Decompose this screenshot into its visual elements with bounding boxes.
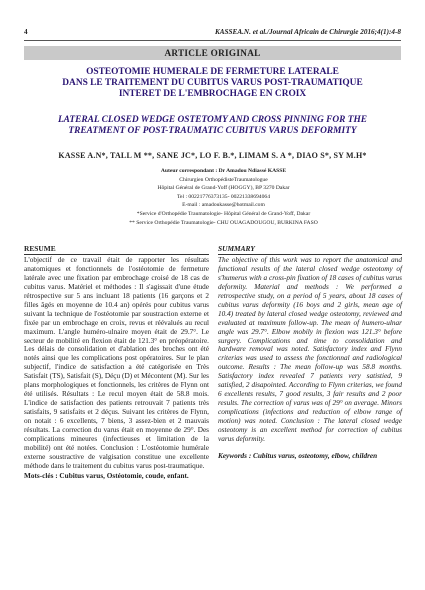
corresponding-author <box>92 167 355 176</box>
summary-keywords: Keywords : Cubitus varus, osteotomy, elbow, children <box>218 451 378 460</box>
article-type-banner: ARTICLE ORIGINAL <box>24 46 401 60</box>
resume-heading: RESUME <box>24 245 209 255</box>
resume-column <box>24 245 209 481</box>
french-title <box>24 67 401 100</box>
page-number: 4 <box>24 28 28 36</box>
resume-keywords: Mots-clés : Cubitus varus, Ostéotomie, coude, enfant. <box>24 471 189 480</box>
affiliation-line: *Service d'Orthopédie Traumatologie- Hôpital Général de Grand-Yoff, Dakar <box>136 210 311 217</box>
author-list: KASSE A.N*, TALL M **, SANE JC*, LO F. B.*, LIMAM S. A *, DIAO S*, SY M.H* <box>58 151 367 160</box>
running-head: KASSEA.N. et al./Journal Africain de Chirurgie 2016;4(1):4-8 <box>214 28 401 36</box>
english-title-line: LATERAL CLOSED WEDGE OSTETOMY AND CROSS PINNING FOR THE <box>57 115 368 125</box>
resume-text: L'objectif de ce travail était de rapporter les résultats anatomiques et fonctionnels de l'ostéotomie de fermeture latérale avec une fixation par embrochage croisé de 18 cas de cubitus varus. Matériel et méthodes : Il s'agissait d'une étude rétrospective sur 5 ans incluant 18 patients (16 garçons et 2 filles âgés en moyenne de 10.4 an) opérés pour cubitus varus suivant la technique de l'ostéotomie par soustraction externe et fixée par un embrochage en croix, revus et réévalués au recul maximum. L'angle huméro-ulnaire moyen était de 29.7°. Le secteur de mobilité en flexion était de 121.3° en préopératoire. Les délais de consolidation et d'ablation des broches ont été notés ainsi que les complications post opératoires. Sur le plan subjectif, l'indice de satisfaction a été catégorisée en Très Satisfait (TS), Satisfait (S), Déçu (D) et Mécontent (M). Sur les plans morphologiques et fonctionnels, les critères de Flynn ont été utilisés. Résultats : Le recul moyen était de 58.8 mois. L'indice de satisfaction des patients retrouvait 7 patients très satisfaits, 9 satisfaits et 2 déçus. Suivant les critères de Flynn, on notait : 6 excellents, 7 biens, 3 assez-bien et 2 mauvais résultats. La correction du varus était en moyenne de 29°. Des complications mineures (infectieuses et limitation de la mobilité) ont été notées. Conclusion : L'ostéotomie humérale externe soustractive de valgisation constitue une excellente méthode dans le traitement du cubitus varus post-traumatique. <box>24 255 209 470</box>
summary-heading: SUMMARY <box>218 245 402 255</box>
summary-text: The objective of this work was to report the anatomical and functional results of the lateral closed wedge osteotomy of s'humerus with a cross-pin fixation of 18 cases of cubitus varus deformity. Material and methods : We performed a retrospective study, on a period of 5 years, about 18 cases of cubitus varus deformity (16 boys and 2 girls, mean age of 10.4) treated by lateral closed wedge osteotomy, reviewed and evaluated at maximum follow-up. The mean of humero-ulnar angle was 29.7°. Elbow mobily in flexion was 121.3° before surgery. Complications and time to consolidation and hardware removal was noted. Satisfactory index and Flynn criterias was used to assess the fonctionnal and radiological outcome. Results : The mean follow-up was 58.8 months. Satisfactory index revealed 7 patients very satistied, 9 satisfied, 2 disapointed. According to Flynn criterias, we found 6 excellents results, 7 good results, 3 fair results and 2 poor results. The correction of varus was of 29° on average. Minors complications (infections and reduction of elbow range of motion) was noted. Conclusion : The lateral closed wedge osteotomy is an excellent method for correction of cubitus varus deformity. <box>218 255 402 444</box>
phone-line: Tel : 00221776373135- 00221338694064 <box>177 193 270 200</box>
correspondence-block <box>92 167 355 227</box>
french-title-line: DANS LE TRAITEMENT DU CUBITUS VARUS POST-TRAUMATIQUE <box>62 78 363 88</box>
french-title-line: OSTEOTOMIE HUMERALE DE FERMETURE LATERALE <box>86 67 339 77</box>
email-line: E-mail : amadoukasse@hotmail.com <box>182 202 265 209</box>
affiliation-line: Hôpital Général de Grand-Yoff (HOGGY), BP 3270 Dakar <box>157 185 290 192</box>
french-title-line: INTERET DE L'EMBROCHAGE EN CROIX <box>118 89 307 99</box>
corresponding-label: Auteur correspondant : <box>160 168 219 174</box>
english-title <box>24 115 401 137</box>
affiliation-line: Chirurgien OrthopédisteTraumatologue <box>179 176 268 183</box>
summary-column <box>218 245 402 461</box>
corresponding-name: Dr Amadou Ndiassé KASSE <box>218 168 287 174</box>
header-rule <box>24 40 401 41</box>
affiliation-line: ** Service Orthopédie Traumatologie- CHU OUAGADOUGOU, BURKINA FASO <box>129 219 318 226</box>
english-title-line: TREATMENT OF POST-TRAUMATIC CUBITUS VARUS DEFORMITY <box>68 126 357 136</box>
page-header <box>24 28 401 40</box>
